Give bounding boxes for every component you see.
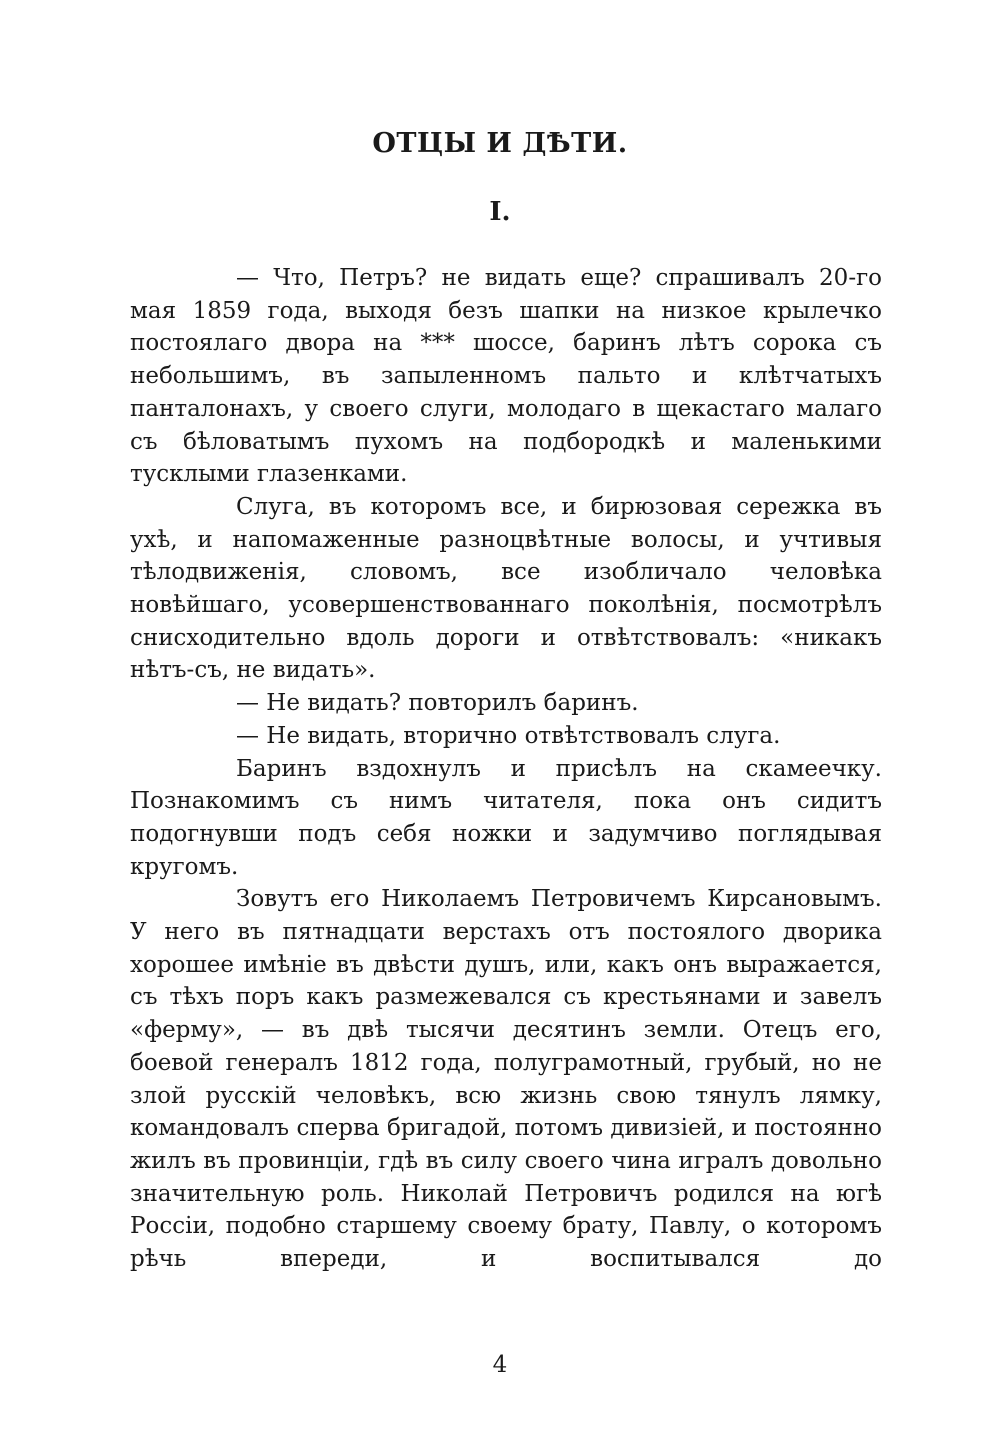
paragraph: — Что, Петръ? не видать еще? спрашивалъ 20-го мая 1859 года, выходя безъ шапки на низкое крылечко постоялаго двора на *** шоссе, баринъ лѣтъ сорока съ небольшимъ, въ запыленномъ пальто и клѣтчатыхъ панталонахъ, у своего слуги, молодаго в щекастаго малаго съ бѣловатымъ пухомъ на подбородкѣ и маленькими тусклыми глазенками. [130, 265, 882, 488]
chapter-title: I. [489, 197, 511, 227]
paragraph: — Не видать, вторично отвѣтствовалъ слуга. [236, 722, 781, 749]
paragraph: Слуга, въ которомъ все, и бирюзовая сережка въ ухѣ, и напомаженные разноцвѣтные волосы, и учтивыя тѣлодвиженія, словомъ, все изобличало человѣка новѣйшаго, усовершенствованнаго поколѣнія, посмотрѣлъ снисходительно вдоль дороги и отвѣтствовалъ: «никакъ нѣтъ-съ, не видать». [130, 493, 882, 684]
paragraph: Зовутъ его Николаемъ Петровичемъ Кирсановымъ. У него въ пятнадцати верстахъ отъ постоялого дворика хорошее имѣніе въ двѣсти душъ, или, какъ онъ выражается, съ тѣхъ поръ какъ размежевался съ крестьянами и завелъ «ферму», — въ двѣ тысячи десятинъ земли. Отецъ его, боевой генералъ 1812 года, полуграмотный, грубый, но не злой русскій человѣкъ, всю жизнь свою тянулъ лямку, командовалъ сперва бригадой, потомъ дивизіей, и постоянно жилъ въ провинціи, гдѣ въ силу своего чина игралъ довольно значительную роль. Николай Петровичъ родился на югѣ Россіи, подобно старшему своему брату, Павлу, о которомъ рѣчь впереди, и воспитывался до [130, 886, 882, 1273]
book-title: ОТЦЫ И ДѢТИ. [372, 128, 628, 159]
body-text [130, 262, 882, 1276]
paragraph: Баринъ вздохнулъ и присѣлъ на скамеечку. Познакомимъ съ нимъ читателя, пока онъ сидитъ подогнувши подъ себя ножки и задумчиво поглядывая кругомъ. [130, 755, 882, 880]
paragraph: — Не видать? повторилъ баринъ. [236, 690, 639, 717]
page-number: 4 [492, 1352, 508, 1378]
